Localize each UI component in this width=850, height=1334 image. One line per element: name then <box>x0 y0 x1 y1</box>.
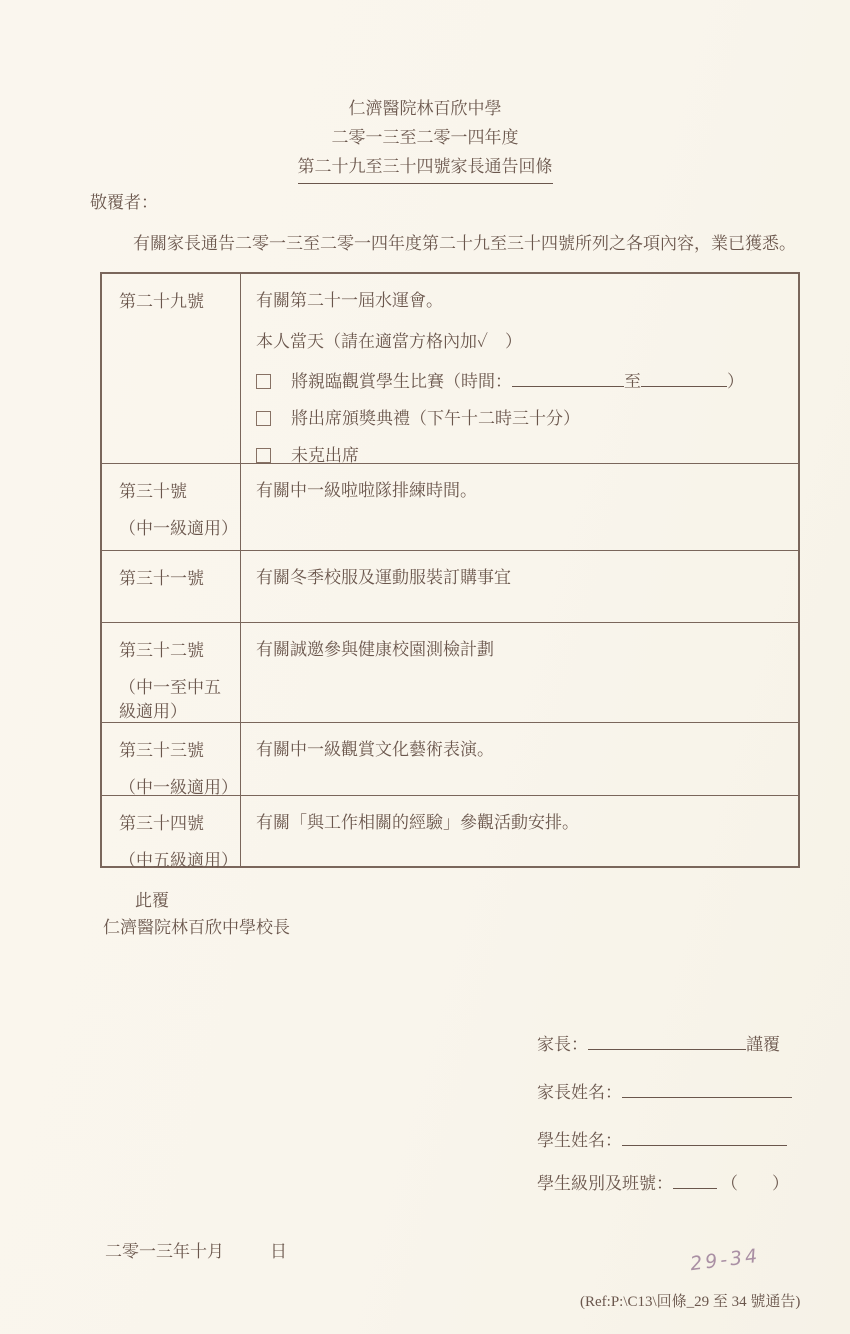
notice-number: 第三十二號 <box>119 641 204 660</box>
salutation: 敬覆者： <box>90 193 158 212</box>
parent-name-label: 家長姓名： <box>537 1083 622 1102</box>
student-name-label: 學生姓名： <box>537 1131 622 1150</box>
notice-number: 第三十一號 <box>119 569 204 588</box>
option-label: 將出席頒獎典禮（下午十二時三十分） <box>291 409 580 429</box>
checkbox-prize-ceremony[interactable] <box>256 411 271 426</box>
notice-content-cell <box>241 796 798 866</box>
option-text-before: 將親臨觀賞學生比賽（時間： <box>291 372 512 392</box>
notice-number-cell <box>102 274 241 463</box>
class-blank[interactable] <box>673 1172 717 1189</box>
notice-applicability: （中一級適用） <box>119 518 238 538</box>
date-text: 二零一三年十月 <box>105 1242 224 1261</box>
notice-applicability: （中五級適用） <box>119 850 238 870</box>
document-title: 第二十九至三十四號家長通告回條 <box>298 152 553 183</box>
notice-number-cell <box>102 623 241 722</box>
option-attend-prize-ceremony <box>256 408 786 430</box>
parent-label: 家長： <box>537 1035 588 1054</box>
notice-subject: 有關誠邀參與健康校園測檢計劃 <box>256 640 494 659</box>
file-reference: (Ref:P:\C13\回條_29 至 34 號通告) <box>580 1294 801 1310</box>
notice-number-cell <box>102 796 241 870</box>
parent-signature-line <box>537 1030 780 1055</box>
notice-subject: 有關第二十一屆水運會。 <box>256 291 443 310</box>
table-row-notice-34 <box>102 795 798 870</box>
notice-number-cell <box>102 464 241 550</box>
notice-number: 第三十三號 <box>119 741 204 760</box>
parent-suffix: 謹覆 <box>746 1035 780 1054</box>
notice-content-cell <box>241 723 798 795</box>
paren-open: （ <box>721 1174 738 1193</box>
table-row-notice-31 <box>102 550 798 622</box>
school-year: 二零一三至二零一四年度 <box>331 128 519 148</box>
notice-subject: 有關中一級啦啦隊排練時間。 <box>256 481 477 500</box>
document-header <box>0 94 850 184</box>
notice-subject: 有關中一級觀賞文化藝術表演。 <box>256 740 494 759</box>
table-row-notice-29 <box>102 274 798 466</box>
paren-close: ） <box>772 1174 789 1193</box>
checkbox-unable-attend[interactable] <box>256 448 271 463</box>
date-line <box>105 1237 287 1262</box>
student-name-blank[interactable] <box>622 1129 787 1146</box>
notice-content-cell <box>241 551 798 622</box>
table-row-notice-30 <box>102 463 798 550</box>
parent-name-blank[interactable] <box>622 1081 792 1098</box>
table-row-notice-32 <box>102 622 798 722</box>
notice-table <box>100 272 800 868</box>
option-label: 未克出席 <box>291 446 359 466</box>
table-row-notice-33 <box>102 722 798 795</box>
principal-name: 仁濟醫院林百欣中學校長 <box>103 918 290 937</box>
notice-subject: 有關「與工作相關的經驗」參觀活動安排。 <box>256 813 579 832</box>
checkbox-instruction: 本人當天（請在適當方格內加✓ ） <box>256 332 522 352</box>
notice-number: 第三十號 <box>119 482 187 501</box>
notice-number-cell <box>102 723 241 795</box>
checkbox-watch-competition[interactable] <box>256 374 271 389</box>
notice-number: 第二十九號 <box>119 292 204 311</box>
notice-subject: 有關冬季校服及運動服裝訂購事宜 <box>256 568 511 587</box>
reply-phrase: 此覆 <box>135 891 169 910</box>
time-to-blank[interactable] <box>641 371 727 387</box>
notice-content-cell <box>241 464 798 550</box>
parent-name-line <box>537 1078 792 1103</box>
student-class-line <box>537 1169 789 1194</box>
intro-paragraph: 有關家長通告二零一三至二零一四年度第二十九至三十四號所列之各項內容，業已獲悉。 <box>133 234 796 253</box>
handwritten-note: 29-34 <box>688 1244 762 1276</box>
parent-signature-blank[interactable] <box>588 1033 746 1050</box>
notice-content-cell <box>241 274 798 466</box>
notice-number: 第三十四號 <box>119 814 204 833</box>
class-label: 學生級別及班號： <box>537 1174 673 1193</box>
school-name: 仁濟醫院林百欣中學 <box>348 99 502 118</box>
notice-content-cell <box>241 623 798 722</box>
notice-number-cell <box>102 551 241 622</box>
notice-applicability: （中一級適用） <box>119 777 238 797</box>
student-name-line <box>537 1126 787 1151</box>
date-day-suffix: 日 <box>270 1242 287 1261</box>
notice-applicability: （中一至中五級適用） <box>119 677 221 722</box>
option-text-after: ） <box>727 372 744 392</box>
time-from-blank[interactable] <box>512 371 624 387</box>
option-watch-competition <box>256 371 786 393</box>
option-text-mid: 至 <box>624 372 641 392</box>
